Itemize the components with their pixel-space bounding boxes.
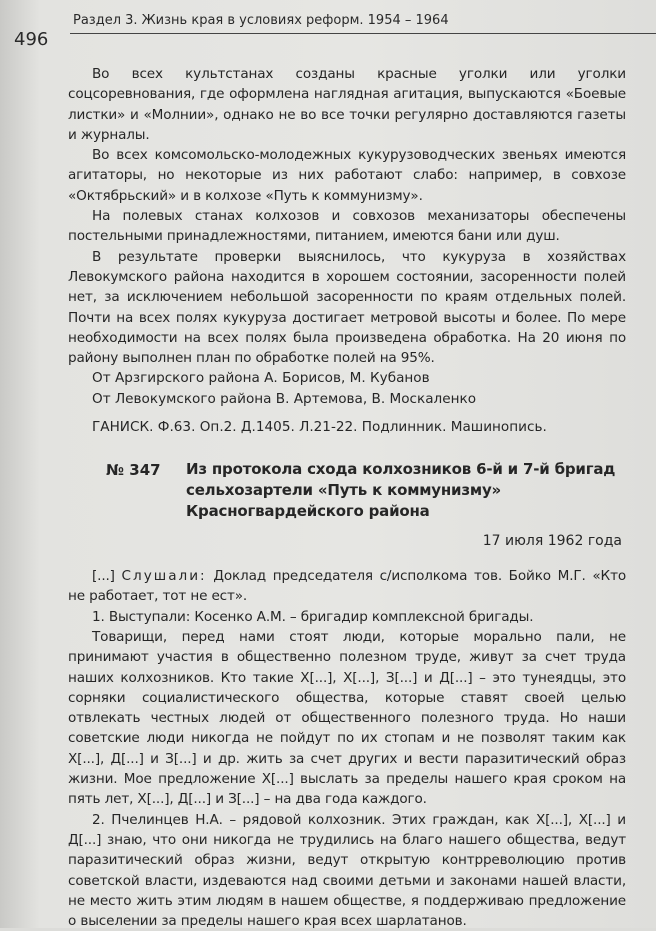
paragraph: Во всех культстанах созданы красные уголки или уголки соцсоревнования, где оформлена наглядная агитация, выпускаются «Боевые листки» и «Молнии», однако не во все точки регулярно доставляются газеты и журналы. (68, 66, 626, 143)
paragraph: На полевых станах колхозов и совхозов механизаторы обеспечены постельными принадлежностями, питанием, имеются бани или душ. (68, 208, 626, 245)
paragraph: В результате проверки выяснилось, что кукуруза в хозяйствах Левокумского района находится в хорошем состоянии, засоренности полей нет, за исключением небольшой засоренности по краям отдельных полей. Почти на всех полях кукуруза достигает метровой высоты и более. По мере необходимости на всех полях была произведена обработка. На 20 июня по району выполнен план по обработке полей на 95%. (68, 248, 626, 367)
signature-line: От Левокумского района В. Артемова, В. Москаленко (92, 390, 477, 407)
paragraph: 1. Выступали: Косенко А.М. – бригадир комплексной бригады. (92, 608, 534, 625)
archive-reference: ГАНИСК. Ф.63. Оп.2. Д.1405. Л.21-22. Подлинник. Машинопись. (92, 419, 547, 436)
heard-prefix: [...] (92, 568, 115, 585)
page-number: 496 (14, 29, 49, 50)
heard-text: Доклад председателя с/исполкома тов. Бойко М.Г. «Кто не работает, тот не ест». (68, 568, 626, 605)
page-header (0, 0, 656, 48)
page-body (68, 64, 626, 931)
paragraph: Во всех комсомольско-молодежных кукурузоводческих звеньях имеются агитаторы, но некоторые из них работают слабо: например, в совхозе «Октябрьский» и в колхозе «Путь к коммунизму». (68, 147, 626, 204)
signature-line: От Арзгирского района А. Борисов, М. Кубанов (92, 370, 430, 387)
document-title: Из протокола схода колхозников 6-й и 7-й бригад сельхозартели «Путь к коммунизму» Красногвардейского района (186, 460, 616, 521)
paragraph: Товарищи, перед нами стоят люди, которые морально пали, не принимают участия в общественно полезном труде, живут за счет труда наших колхозников. Кто такие Х[...], Х[...], З[...] и Д[...] – это тунеядцы, это сорняки социалистического общества, которые ставят своей целью отвлекать честных людей от общественного полезного труда. Но наши советские люди никогда не пойдут по их стопам и не позволят таким как Х[...], Д[...] и З[...] и др. жить за счет других и вести паразитический образ жизни. Мое предложение Х[...] выслать за пределы нашего края сроком на пять лет, Х[...], Д[...] и З[...] – на два года каждого. (68, 628, 626, 808)
document-heading (68, 459, 626, 522)
paragraph: 2. Пчелинцев Н.А. – рядовой колхозник. Этих граждан, как Х[...], Х[...] и Д[...] знаю, что они никогда не трудились на благо нашего общества, ведут паразитический образ жизни, ведут открытую контрреволюцию против советской власти, издеваются над своими детьми и законами нашей власти, не место жить этим людям в нашем обществе, я поддерживаю предложение о выселении за пределы нашего края всех шарлатанов. (68, 811, 626, 930)
document-date: 17 июля 1962 года (482, 533, 622, 550)
document-number: № 347 (106, 461, 161, 480)
header-rule (70, 33, 656, 34)
running-head: Раздел 3. Жизнь края в условиях реформ. 1954 – 1964 (73, 13, 449, 28)
heard-label: Слушали: (121, 568, 207, 585)
heard-paragraph (68, 566, 626, 607)
